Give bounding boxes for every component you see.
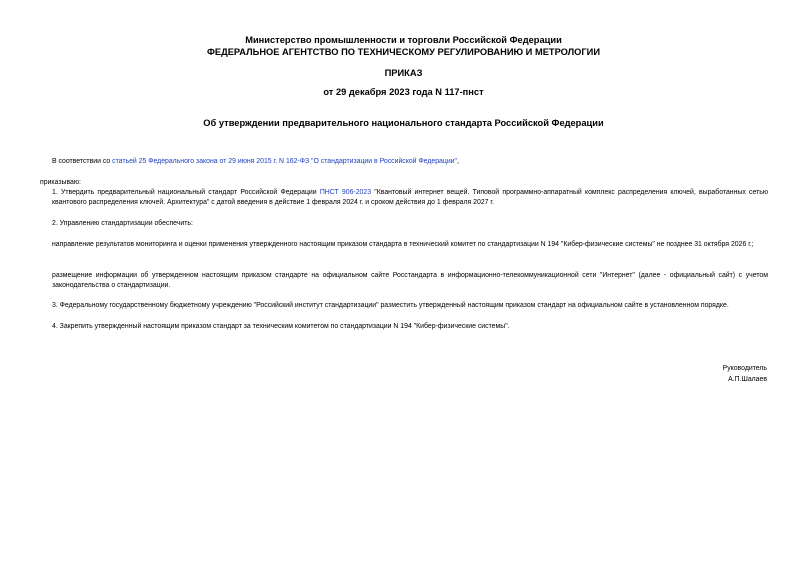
item-1-prefix: 1. Утвердить предварительный национальный стандарт Российской Федерации xyxy=(52,189,320,196)
item-2a-paragraph: направление результатов мониторинга и оценки применения утвержденного настоящим приказом стандарта в технический комитет по стандартизации N 194 "Кибер-физические системы" не позднее 31 октября 2026 г.; xyxy=(52,241,754,248)
signature-position: Руководитель xyxy=(722,365,767,372)
preamble-suffix: , xyxy=(456,158,459,165)
document-date-number: от 29 декабря 2023 года N 117-пнст xyxy=(323,87,484,97)
item-4-paragraph: 4. Закрепить утвержденный настоящим приказом стандарт за техническим комитетом по стандартизации N 194 "Кибер-физические системы". xyxy=(52,323,510,330)
agency-name: ФЕДЕРАЛЬНОЕ АГЕНТСТВО ПО ТЕХНИЧЕСКОМУ РЕГУЛИРОВАНИЮ И МЕТРОЛОГИИ xyxy=(206,47,601,57)
preamble-prefix: В соответствии со xyxy=(52,158,113,165)
item-1-paragraph xyxy=(52,188,768,208)
order-word: приказываю: xyxy=(40,179,81,186)
document-title: Об утверждении предварительного национального стандарта Российской Федерации xyxy=(203,118,604,128)
item-3-paragraph: 3. Федеральному государственному бюджетному учреждению "Российский институт стандартизации" разместить утвержденный настоящим приказом стандарт на официальном сайте в установленном порядке. xyxy=(52,302,729,309)
ministry-name: Министерство промышленности и торговли Российской Федерации xyxy=(245,35,562,45)
signature-name: А.П.Шалаев xyxy=(728,376,767,383)
item-2-paragraph: 2. Управлению стандартизации обеспечить: xyxy=(52,220,193,227)
document-type: ПРИКАЗ xyxy=(384,68,423,78)
standard-link[interactable]: ПНСТ 906-2023 xyxy=(319,189,372,196)
preamble-paragraph xyxy=(52,157,768,167)
item-2b-paragraph: размещение информации об утвержденном настоящим приказом стандарте на официальном сайте Росстандарта в информационно-телекоммуникационной сети "Интернет" (далее - официальный сайт) с учетом законодательства о стандартизации. xyxy=(52,272,768,289)
item-1-suffix: "Квантовый интернет вещей. Типовой программно-аппаратный комплекс распределения ключей, выработанных сетью квантового распределения ключей. Архитектура" с датой введения в действие 1 февраля 2024 г. и сроком действия до 1 февраля 2027 г. xyxy=(52,189,768,206)
federal-law-link[interactable]: статьей 25 Федерального закона от 29 июня 2015 г. N 162-ФЗ "О стандартизации в Российской Федерации" xyxy=(112,158,457,165)
